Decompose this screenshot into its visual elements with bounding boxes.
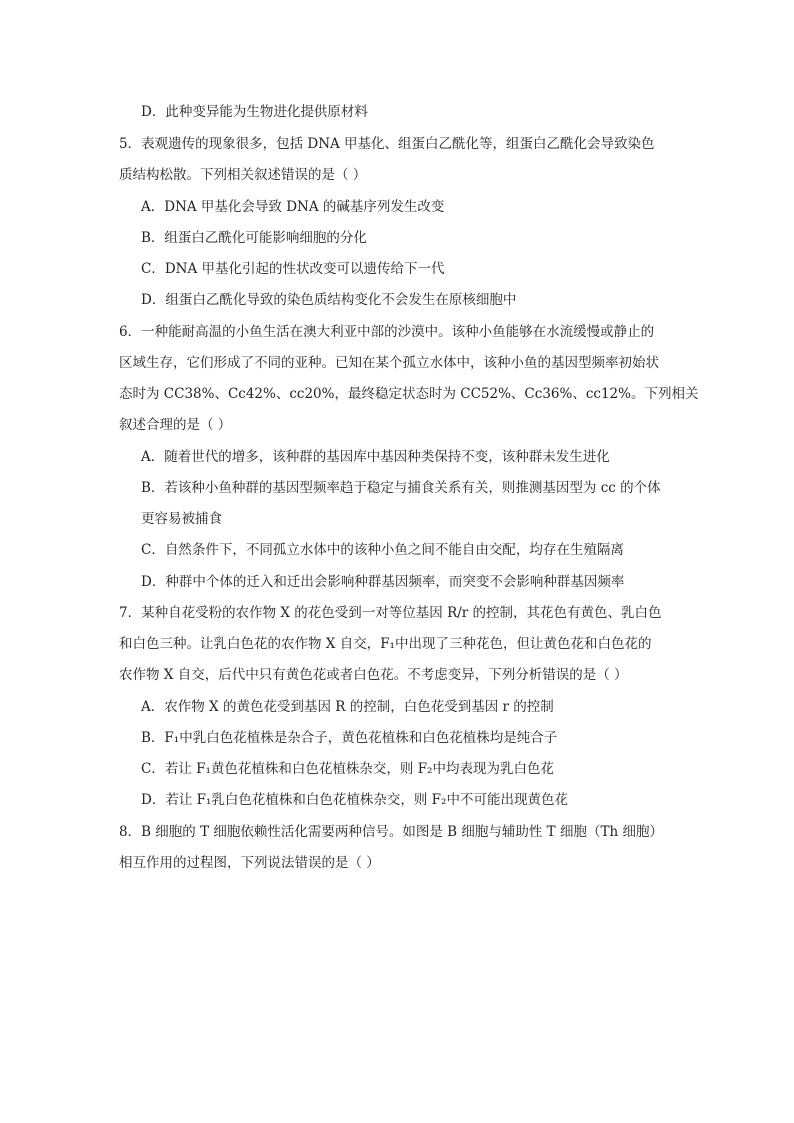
- question-5-stem: 5．表观遗传的现象很多，包括 DNA 甲基化、组蛋白乙酰化等，组蛋白乙酰化会导致染色: [119, 136, 655, 152]
- q7-option-a: A．农作物 X 的黄色花受到基因 R 的控制，白色花受到基因 r 的控制: [141, 699, 554, 715]
- question-7-stem-cont: 和白色三种。让乳白色花的农作物 X 自交，F₁中出现了三种花色，但让黄色花和白色花的: [119, 636, 652, 652]
- q5-option-c: C．DNA 甲基化引起的性状改变可以遗传给下一代: [141, 261, 445, 277]
- q5-option-d: D．组蛋白乙酰化导致的染色质结构变化不会发生在原核细胞中: [141, 292, 517, 308]
- question-6-stem: 6．一种能耐高温的小鱼生活在澳大利亚中部的沙漠中。该种小鱼能够在水流缓慢或静止的: [119, 324, 655, 340]
- q7-option-d: D．若让 F₁乳白色花植株和白色花植株杂交，则 F₂中不可能出现黄色花: [141, 792, 568, 808]
- question-8-stem: 8．B 细胞的 T 细胞依赖性活化需要两种信号。如图是 B 细胞与辅助性 T 细胞（Th 细胞）: [119, 824, 663, 840]
- q6-option-c: C．自然条件下，不同孤立水体中的该种小鱼之间不能自由交配，均存在生殖隔离: [141, 542, 624, 558]
- q7-option-c: C．若让 F₁黄色花植株和白色花植株杂交，则 F₂中均表现为乳白色花: [141, 761, 554, 777]
- question-5-stem-cont: 质结构松散。下列相关叙述错误的是（ ）: [119, 167, 367, 183]
- q4-option-d: D．此种变异能为生物进化提供原材料: [141, 104, 368, 120]
- question-6-stem-cont: 叙述合理的是（ ）: [119, 417, 232, 433]
- q6-option-d: D．种群中个体的迁入和迁出会影响种群基因频率，而突变不会影响种群基因频率: [141, 574, 625, 590]
- q7-option-b: B．F₁中乳白色花植株是杂合子，黄色花植株和白色花植株均是纯合子: [141, 730, 558, 746]
- q6-option-b: B．若该种小鱼种群的基因型频率趋于稳定与捕食关系有关，则推测基因型为 cc 的个体: [141, 480, 661, 496]
- q6-option-a: A．随着世代的增多，该种群的基因库中基因种类保持不变，该种群未发生进化: [141, 449, 610, 465]
- question-7-stem-cont: 农作物 X 自交，后代中只有黄色花或者白色花。不考虑变异，下列分析错误的是（ ）: [119, 667, 628, 683]
- question-6-stem-cont: 区域生存，它们形成了不同的亚种。已知在某个孤立水体中，该种小鱼的基因型频率初始状: [119, 355, 659, 371]
- q5-option-b: B．组蛋白乙酰化可能影响细胞的分化: [141, 230, 367, 246]
- question-7-stem: 7．某种自花受粉的农作物 X 的花色受到一对等位基因 R/r 的控制，其花色有黄色、乳白色: [119, 605, 662, 621]
- question-6-stem-cont: 态时为 CC38%、Cc42%、cc20%，最终稳定状态时为 CC52%、Cc36%、cc12%。下列相关: [119, 386, 699, 402]
- question-8-stem-cont: 相互作用的过程图，下列说法错误的是（ ）: [119, 855, 380, 871]
- q6-option-b-cont: 更容易被捕食: [141, 511, 222, 527]
- q5-option-a: A．DNA 甲基化会导致 DNA 的碱基序列发生改变: [141, 199, 445, 215]
